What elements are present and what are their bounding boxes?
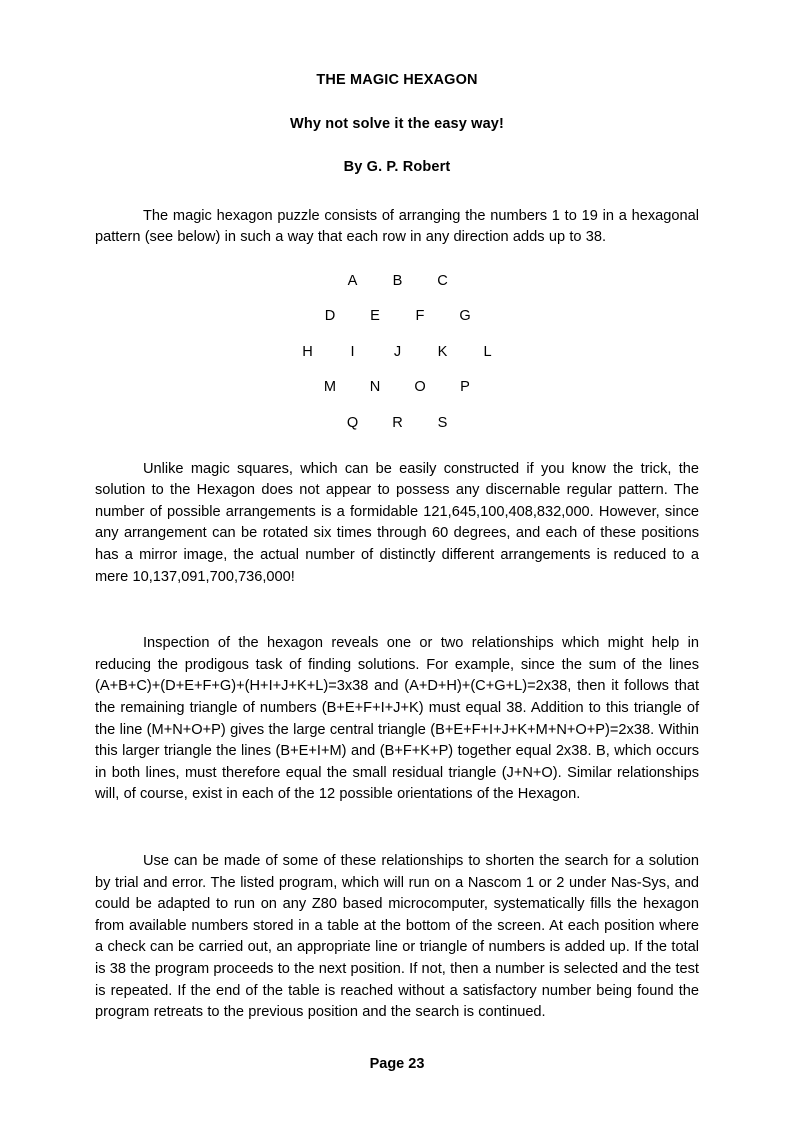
hexagon-cell: A bbox=[347, 272, 358, 289]
hexagon-cell: B bbox=[392, 272, 403, 289]
hexagon-cell: E bbox=[370, 308, 380, 325]
page-author: By G. P. Robert bbox=[343, 159, 451, 175]
hexagon-row bbox=[96, 342, 699, 364]
paragraph-unlike-magic-squares: Unlike magic squares, which can be easily constructed if you know the trick, the solution to the Hexagon does not appear to possess any discernable regular pattern. The number of possible arrangements is a formidable 121,645,100,408,832,000. However, since any arrangement can be rotated six times through 60 degrees, and each of these positions has a mirror image, the actual number of distinctly different arrangements is reduced to a mere 10,137,091,700,736,000! bbox=[95, 460, 699, 585]
paragraph-inspection: Inspection of the hexagon reveals one or two relationships which might help in reducing the prodigous task of finding solutions. For example, since the sum of the lines (A+B+C)+(D+E+F+G)+(H+I+J+K+L)=3x38 and (A+D+H)+(C+G+L)=2x38, then it follows that the remaining triangle of numbers (B+E+F+I+J+K) must equal 38. Addition to this triangle of the line (M+N+O+P) gives the large central triangle (B+E+F+I+J+K+M+N+O+P)=2x38. Within this larger triangle the lines (B+E+I+M) and (B+F+K+P) together equal 2x38. B, which occurs in both lines, must therefore equal the small residual triangle (J+N+O). Similar relationships will, of course, exist in each of the 12 possible orientations of the Hexagon. bbox=[95, 635, 699, 803]
hexagon-letter-diagram bbox=[95, 271, 699, 435]
hexagon-cell: L bbox=[483, 343, 492, 360]
hexagon-cell: C bbox=[437, 272, 448, 289]
hexagon-row bbox=[96, 271, 699, 293]
hexagon-row bbox=[96, 306, 699, 328]
page-title: THE MAGIC HEXAGON bbox=[316, 72, 478, 88]
hexagon-cell: I bbox=[350, 343, 355, 360]
hexagon-cell: R bbox=[392, 415, 403, 432]
paragraph-use-can-be-made: Use can be made of some of these relationships to shorten the search for a solution by trial and error. The listed program, which will run on a Nascom 1 or 2 under Nas-Sys, and could be adapted to run on any Z80 based microcomputer, systematically fills the hexagon from available numbers stored in a table at the bottom of the screen. At each position where a check can be carried out, an appropriate line or triangle of numbers is added up. If the total is 38 the program proceeds to the next position. If not, then a number is selected and the test is repeated. If the end of the table is reached without a satisfactory number being found the program retreats to the previous position and the search is continued. bbox=[95, 852, 699, 1021]
page-number-footer: Page 23 bbox=[369, 1055, 425, 1072]
hexagon-cell: S bbox=[437, 415, 448, 432]
hexagon-row bbox=[96, 413, 699, 435]
hexagon-cell: N bbox=[369, 379, 381, 396]
hexagon-cell: P bbox=[460, 379, 470, 396]
page-subtitle: Why not solve it the easy way! bbox=[290, 115, 504, 132]
page-content bbox=[95, 0, 699, 1075]
hexagon-cell: M bbox=[323, 379, 337, 396]
hexagon-cell: K bbox=[437, 343, 448, 360]
hexagon-cell: O bbox=[414, 379, 426, 396]
hexagon-cell: G bbox=[459, 308, 471, 325]
hexagon-cell: Q bbox=[346, 415, 359, 432]
hexagon-cell: H bbox=[302, 343, 313, 360]
paragraph-intro: The magic hexagon puzzle consists of arranging the numbers 1 to 19 in a hexagonal pattern (see below) in such a way that each row in any direction adds up to 38. bbox=[95, 207, 699, 246]
hexagon-cell: J bbox=[393, 343, 402, 360]
hexagon-cell: D bbox=[324, 308, 336, 325]
hexagon-cell: F bbox=[415, 308, 425, 325]
hexagon-row bbox=[96, 377, 699, 399]
